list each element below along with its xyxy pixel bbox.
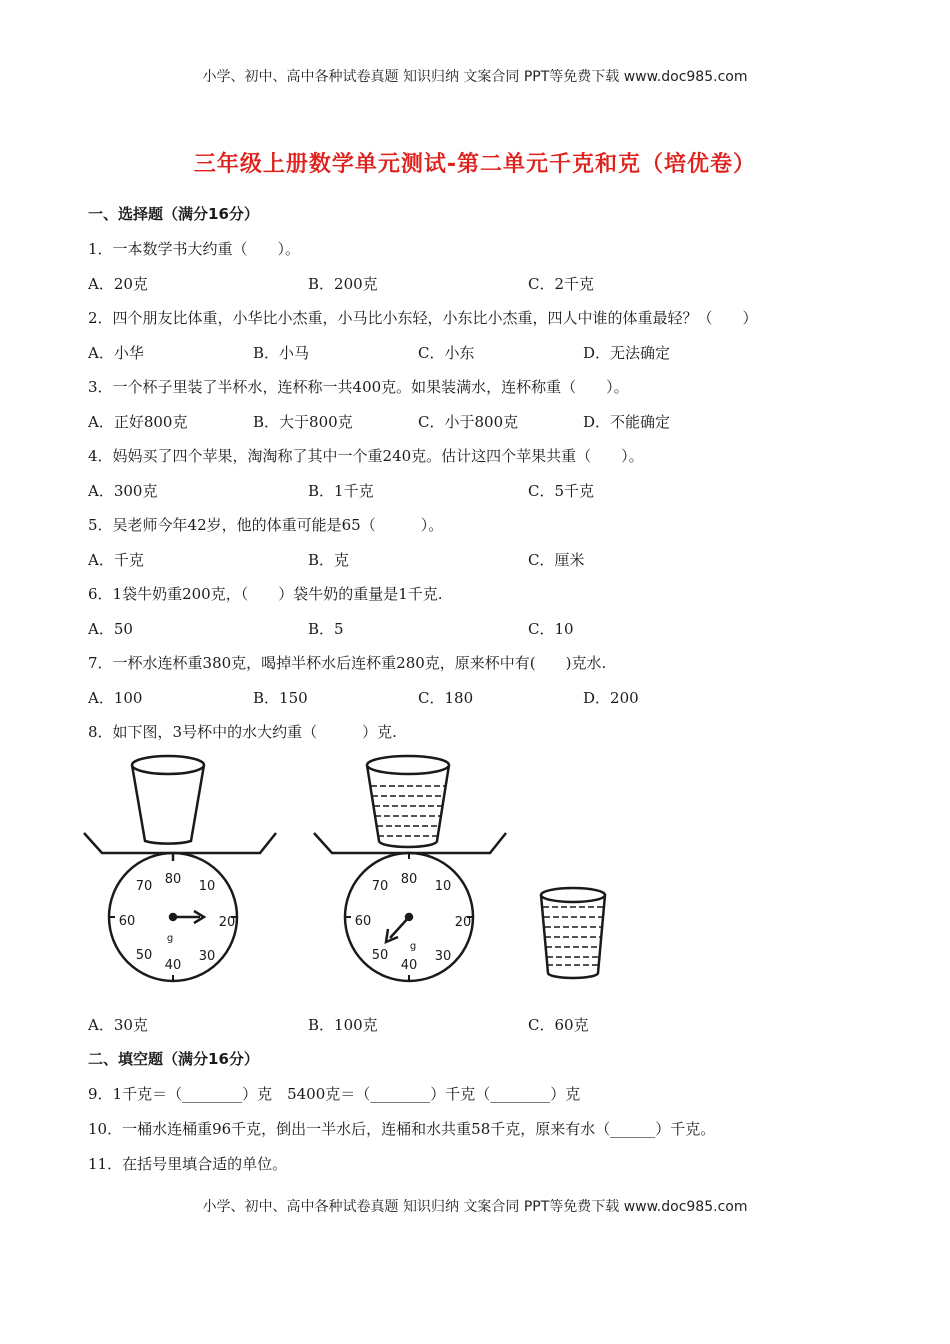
q1-option-a: A．20克	[88, 275, 148, 293]
q6-option-b: B．5	[308, 620, 344, 638]
scale2-tick-70: 70	[371, 879, 389, 894]
question-9: 9．1千克＝（________）克 5400克＝（________）千克（________）克	[88, 1085, 581, 1103]
q8-option-c: C．60克	[528, 1016, 589, 1034]
scale2-tick-10: 10	[434, 879, 452, 894]
q3-option-b: B．大于800克	[253, 413, 353, 431]
q3-option-c: C．小于800克	[418, 413, 519, 431]
q2-option-b: B．小马	[253, 344, 310, 362]
question-10: 10．一桶水连桶重96千克，倒出一半水后，连桶和水共重58千克，原来有水（______）千克。	[88, 1120, 716, 1138]
scale1-tick-30: 30	[198, 949, 216, 964]
q6-option-a: A．50	[88, 620, 133, 638]
section-heading-fill: 二、填空题（满分16分）	[88, 1050, 259, 1068]
q1-option-b: B．200克	[308, 275, 378, 293]
question-1: 1．一本数学书大约重（ ）。	[88, 240, 301, 258]
q3-option-d: D．不能确定	[583, 413, 671, 431]
scale2-tick-40: 40	[400, 958, 418, 973]
question-7: 7．一杯水连杯重380克，喝掉半杯水后连杯重280克，原来杯中有( )克水.	[88, 654, 607, 672]
q6-option-c: C．10	[528, 620, 574, 638]
q7-option-c: C．180	[418, 689, 474, 707]
page-title: 三年级上册数学单元测试-第二单元千克和克（培优卷）	[193, 152, 757, 177]
q7-option-a: A．100	[88, 689, 143, 707]
scale2-tick-30: 30	[434, 949, 452, 964]
q2-option-a: A．小华	[88, 344, 144, 362]
q1-option-c: C．2千克	[528, 275, 595, 293]
q7-option-d: D．200	[583, 689, 639, 707]
q5-option-a: A．千克	[88, 551, 144, 569]
q2-option-d: D．无法确定	[583, 344, 671, 362]
q5-option-c: C．厘米	[528, 551, 585, 569]
scale-figure	[80, 745, 640, 990]
q4-option-a: A．300克	[88, 482, 158, 500]
scale1-tick-50: 50	[135, 948, 153, 963]
scale2-unit: g	[409, 941, 417, 952]
cup-3	[541, 888, 605, 978]
scale1-tick-40: 40	[164, 958, 182, 973]
scale2-tick-60: 60	[354, 914, 372, 929]
scale2-tick-80: 80	[400, 872, 418, 887]
question-2: 2．四个朋友比体重，小华比小杰重，小马比小东轻，小东比小杰重，四人中谁的体重最轻？（ ）	[88, 309, 758, 327]
question-4: 4．妈妈买了四个苹果，淘淘称了其中一个重240克。估计这四个苹果共重（ ）。	[88, 447, 644, 465]
scale1-tick-80: 80	[164, 872, 182, 887]
q7-option-b: B．150	[253, 689, 308, 707]
question-5: 5．吴老师今年42岁，他的体重可能是65（ ）。	[88, 516, 444, 534]
question-3: 3．一个杯子里装了半杯水，连杯称一共400克。如果装满水，连杯称重（ ）。	[88, 378, 629, 396]
scale1-tick-70: 70	[135, 879, 153, 894]
q4-option-c: C．5千克	[528, 482, 595, 500]
scale1-tick-60: 60	[118, 914, 136, 929]
question-6: 6．1袋牛奶重200克，（ ）袋牛奶的重量是1千克.	[88, 585, 443, 603]
scale1-tick-20: 20	[218, 915, 236, 930]
section-heading-choice: 一、选择题（满分16分）	[88, 205, 259, 223]
q8-option-b: B．100克	[308, 1016, 378, 1034]
q3-option-a: A．正好800克	[88, 413, 188, 431]
q2-option-c: C．小东	[418, 344, 475, 362]
header-banner: 小学、初中、高中各种试卷真题 知识归纳 文案合同 PPT等免费下载 www.doc985.com	[202, 69, 748, 85]
question-8: 8．如下图，3号杯中的水大约重（ ）克.	[88, 723, 397, 741]
question-11: 11．在括号里填合适的单位。	[88, 1155, 288, 1173]
footer-banner: 小学、初中、高中各种试卷真题 知识归纳 文案合同 PPT等免费下载 www.doc985.com	[202, 1199, 748, 1215]
q5-option-b: B．克	[308, 551, 350, 569]
scale2-tick-50: 50	[371, 948, 389, 963]
scale2-tick-20: 20	[454, 915, 472, 930]
scale1-unit: g	[166, 933, 174, 944]
q8-option-a: A．30克	[88, 1016, 148, 1034]
q4-option-b: B．1千克	[308, 482, 374, 500]
scale-1	[84, 756, 276, 981]
scale1-tick-10: 10	[198, 879, 216, 894]
